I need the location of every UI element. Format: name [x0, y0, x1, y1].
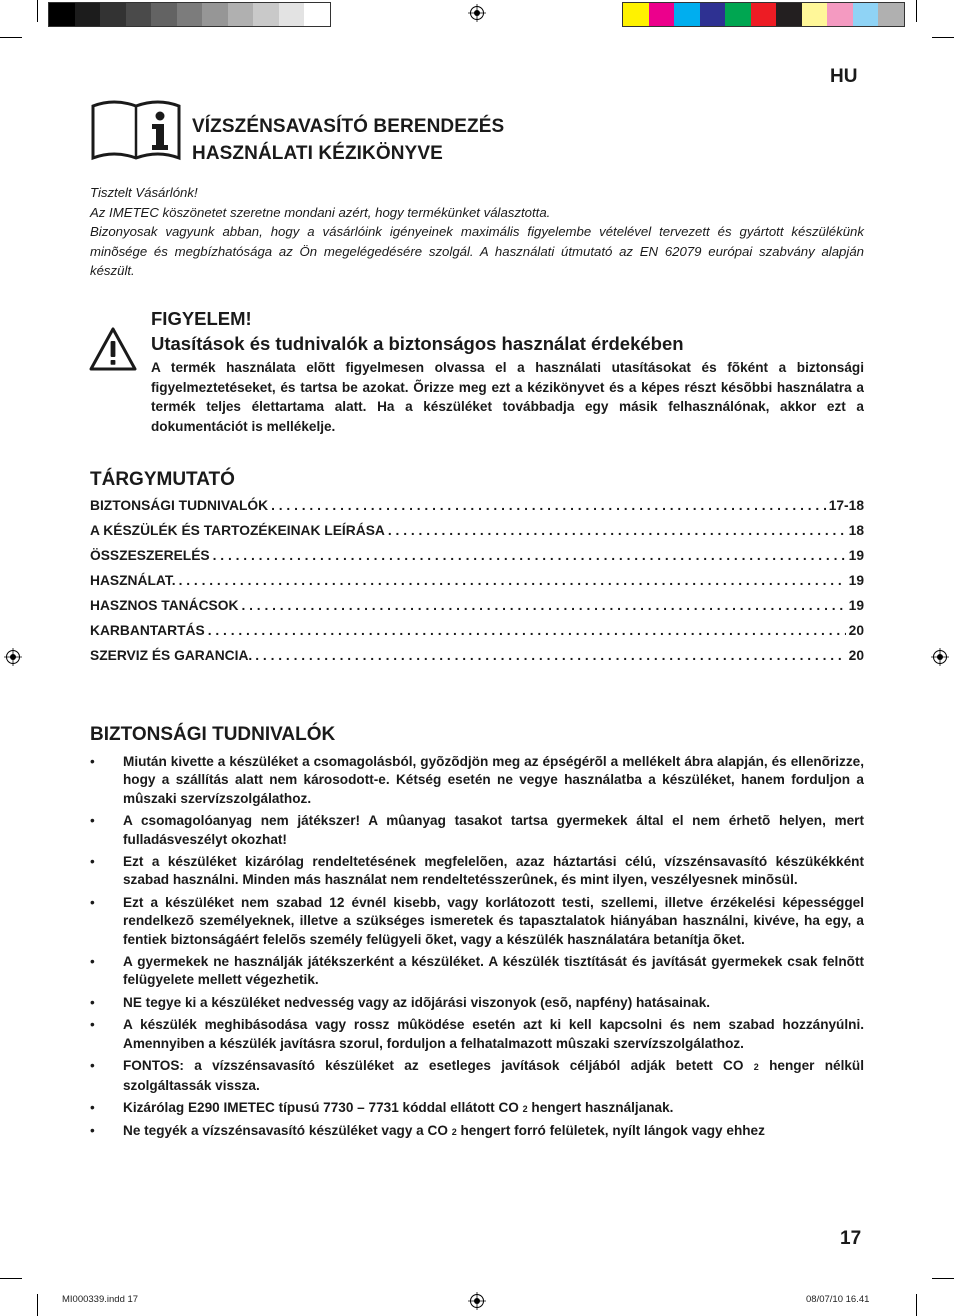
color-swatch	[751, 3, 777, 26]
toc-row[interactable]	[90, 648, 864, 668]
toc-page: 19	[848, 598, 864, 613]
manual-title	[192, 113, 504, 167]
toc-leader-dots	[271, 498, 826, 513]
footer-date: 08/07/10 16.41	[806, 1294, 870, 1305]
toc-page: 19	[848, 573, 864, 588]
crop-mark	[932, 1278, 954, 1279]
toc-leader-dots	[241, 598, 845, 613]
toc-leader-dots	[255, 648, 845, 663]
toc-label: KARBANTARTÁS	[90, 623, 205, 638]
toc-row[interactable]	[90, 623, 864, 643]
gray-swatch	[151, 3, 177, 26]
color-swatch	[649, 3, 675, 26]
toc-label: A KÉSZÜLÉK ÉS TARTOZÉKEINAK LEÍRÁSA	[90, 523, 385, 538]
list-item: • A gyermekek ne használják játékszerként a készüléket. A készülék tisztítását és javítását gyermekek csak felnõtt felügyelete mellett végezhetik.	[90, 953, 864, 990]
toc-row[interactable]	[90, 548, 864, 568]
list-item: • Kizárólag E290 IMETEC típusú 7730 – 7731 kóddal ellátott CO 2 hengert használjanak.	[90, 1099, 864, 1118]
intro-greeting: Tisztelt Vásárlónk!	[90, 185, 198, 200]
crop-mark	[932, 37, 954, 38]
color-swatch	[623, 3, 649, 26]
gray-swatch	[253, 3, 279, 26]
crop-mark	[37, 0, 38, 22]
toc-leader-dots	[213, 548, 846, 563]
gray-swatch	[126, 3, 152, 26]
gray-swatch	[100, 3, 126, 26]
warning-body: A termék használata elõtt figyelmesen olvassa el a használati utasításokat és fõként a biztonsági figyelmeztetéseket, és tartsa be azokat. Õrizze meg ezt a kézikönyvet és a képes részt késõbbi használatra a termék teljes élettartama alatt. Ha a készüléket továbbadja egy másik felhasználónak, akkor ezt a dokumentációt is mellékelje.	[151, 360, 864, 434]
toc-label: SZERVIZ ÉS GARANCIA.	[90, 648, 253, 663]
toc-page: 17-18	[828, 498, 864, 513]
gray-swatch	[279, 3, 305, 26]
title-line-1: VÍZSZÉNSAVASÍTÓ BERENDEZÉS	[192, 116, 505, 137]
gray-swatch	[49, 3, 75, 26]
gray-swatch	[228, 3, 254, 26]
list-item: • A csomagolóanyag nem játékszer! A mûanyag tasakot tartsa gyermekek által el nem érhetõ helyen, mert fulladásveszélyt okozhat!	[90, 812, 864, 849]
toc-row[interactable]	[90, 598, 864, 618]
crop-mark	[0, 37, 22, 38]
color-swatch	[776, 3, 802, 26]
color-swatch	[700, 3, 726, 26]
color-swatch	[827, 3, 853, 26]
manual-info-icon	[90, 98, 182, 162]
list-item: • Ezt a készüléket kizárólag rendeltetésének megfelelõen, azaz háztartási célú, vízszénsavasító készükékként szabad használni. Minden más használat nem rendeltetésszerûnek, és mint ilyen, veszélyesnek minõsül.	[90, 853, 864, 890]
crop-mark	[37, 1294, 38, 1316]
color-swatch	[725, 3, 751, 26]
toc-page: 18	[848, 523, 864, 538]
color-swatch	[878, 3, 904, 26]
toc-page: 19	[848, 548, 864, 563]
warning-subtitle: Utasítások és tudnivalók a biztonságos használat érdekében	[151, 333, 684, 354]
registration-mark-icon	[468, 1292, 486, 1310]
list-item: • Ezt a készüléket nem szabad 12 évnél kisebb, vagy korlátozott testi, szellemi, illetve érzékelési képességgel rendelkezõ személyeknek, illetve a szükséges ismeretek és tapasztalatok hiányában használni, kivéve, ha egy, a fentiek biztonságáért felelõs személy felügyeli õket, vagy a készülék használatára betanítja õket.	[90, 894, 864, 949]
gray-swatch	[177, 3, 203, 26]
registration-mark-icon	[468, 4, 486, 22]
toc-heading: TÁRGYMUTATÓ	[90, 469, 235, 490]
list-item: • NE tegye ki a készüléket nedvesség vagy az idõjárási viszonyok (esõ, napfény) hatásainak.	[90, 994, 864, 1012]
gray-swatch	[304, 3, 330, 26]
crop-mark	[0, 1278, 22, 1279]
color-swatch	[802, 3, 828, 26]
toc-label: HASZNOS TANÁCSOK	[90, 598, 239, 613]
warning-heading	[151, 306, 684, 356]
toc-leader-dots	[388, 523, 846, 538]
safety-heading: BIZTONSÁGI TUDNIVALÓK	[90, 724, 336, 745]
safety-list	[90, 753, 864, 1146]
registration-mark-icon	[931, 648, 949, 666]
toc-row[interactable]	[90, 573, 864, 593]
page-number: 17	[840, 1228, 862, 1249]
crop-mark	[916, 0, 917, 22]
color-swatch	[853, 3, 879, 26]
crop-mark	[916, 1294, 917, 1316]
toc-row[interactable]	[90, 523, 864, 543]
toc-page: 20	[848, 648, 864, 663]
toc-row[interactable]	[90, 498, 864, 518]
registration-mark-icon	[4, 648, 22, 666]
list-item: • Ne tegyék a vízszénsavasító készüléket vagy a CO 2 hengert forró felületek, nyílt lángok vagy ehhez	[90, 1122, 864, 1141]
warning-title: FIGYELEM!	[151, 308, 252, 329]
footer-file-name: MI000339.indd 17	[62, 1294, 139, 1305]
list-item: • FONTOS: a vízszénsavasító készüléket az esetleges javítások céljából adják betett CO 2 henger nélkül szolgáltassák vissza.	[90, 1057, 864, 1095]
gray-swatch	[75, 3, 101, 26]
intro-body: Bizonyosak vagyunk abban, hogy a vásárlóink igényeinek maximális figyelembe vételével tervezett és gyártott készülékünk minõsége és megbízhatósága az Ön megelégedésére szolgál. A használati útmutató az EN 62079 európai szabvány alapján készült.	[90, 224, 864, 279]
list-item: • Miután kivette a készüléket a csomagolásból, gyõzõdjön meg az épségérõl a mellékelt ábra alapján, és ellenõrizze, hogy a szállítás alatt nem károsodott-e. Kétség esetén ne vegye használatba a készüléket, hanem forduljon a mûszaki szervízszolgálathoz.	[90, 753, 864, 808]
list-item: • A készülék meghibásodása vagy rossz mûködése esetén azt ki kell kapcsolni és nem szabad hozzányúlni. Amennyiben a készülék javításra szorul, forduljon a felhatalmazott mûszaki szervízszolgálathoz.	[90, 1016, 864, 1053]
warning-triangle-icon	[88, 326, 138, 372]
toc-label: HASZNÁLAT.	[90, 573, 176, 588]
toc-leader-dots	[208, 623, 846, 638]
intro-text	[90, 183, 864, 281]
toc-leader-dots	[179, 573, 846, 588]
toc-label: ÖSSZESZERELÉS	[90, 548, 210, 563]
toc-page: 20	[848, 623, 864, 638]
language-code: HU	[830, 66, 858, 87]
gray-calibration-bar	[48, 2, 331, 27]
toc-label: BIZTONSÁGI TUDNIVALÓK	[90, 498, 269, 513]
title-line-2: HASZNÁLATI KÉZIKÖNYVE	[192, 143, 443, 164]
color-swatch	[674, 3, 700, 26]
intro-thanks: Az IMETEC köszönetet szeretne mondani azért, hogy termékünket választotta.	[90, 204, 551, 220]
gray-swatch	[202, 3, 228, 26]
color-calibration-bar	[622, 2, 905, 27]
